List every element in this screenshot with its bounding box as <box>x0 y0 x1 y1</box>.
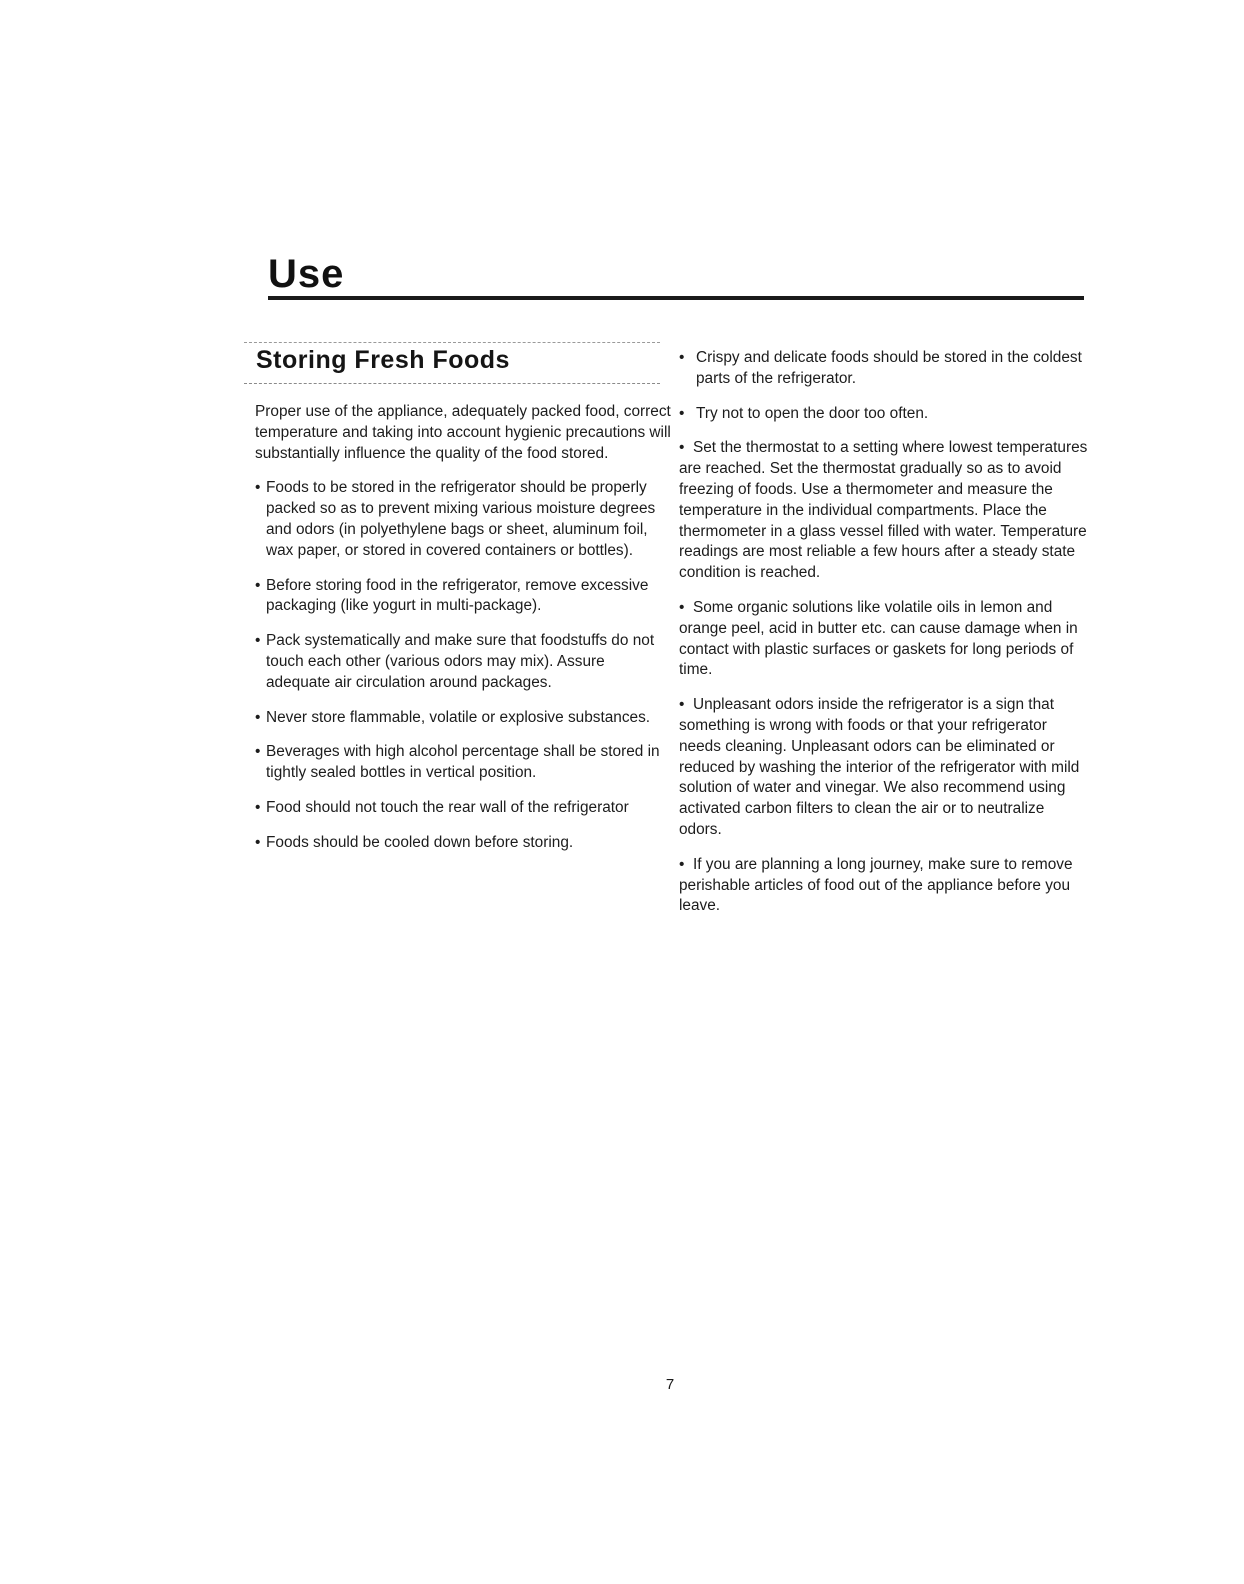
list-item: • Foods should be cooled down before storing. <box>255 833 673 854</box>
left-bullet-list <box>255 478 673 853</box>
section-rule-top <box>244 342 660 343</box>
list-item: • Pack systematically and make sure that foodstuffs do not touch each other (various odors may mix). Assure adequate air circulation around packages. <box>255 631 673 693</box>
right-column <box>679 348 1091 931</box>
list-item: • If you are planning a long journey, make sure to remove perishable articles of food out of the appliance before you leave. <box>679 855 1091 917</box>
list-item: • Never store flammable, volatile or explosive substances. <box>255 708 673 729</box>
right-bullet-list <box>679 348 1091 917</box>
title-rule <box>268 296 1084 300</box>
intro-paragraph: Proper use of the appliance, adequately packed food, correct temperature and taking into account hygienic precautions will substantially influence the quality of the food stored. <box>255 403 671 462</box>
list-item: • Unpleasant odors inside the refrigerator is a sign that something is wrong with foods or that your refrigerator needs cleaning. Unpleasant odors can be eliminated or reduced by washing the interior of the refrigerator with mild solution of water and vinegar. We also recommend using activated carbon filters to clean the air or to neutralize odors. <box>679 695 1091 841</box>
section-rule-bottom <box>244 383 660 384</box>
list-item: • Some organic solutions like volatile oils in lemon and orange peel, acid in butter etc. can cause damage when in contact with plastic surfaces or gaskets for long periods of time. <box>679 598 1091 681</box>
page-number: 7 <box>665 1376 675 1393</box>
list-item: • Try not to open the door too often. <box>679 404 1091 425</box>
section-heading: Storing Fresh Foods <box>256 346 510 374</box>
list-item: • Beverages with high alcohol percentage shall be stored in tightly sealed bottles in vertical position. <box>255 742 673 784</box>
list-item: • Food should not touch the rear wall of the refrigerator <box>255 798 673 819</box>
list-item: • Set the thermostat to a setting where lowest temperatures are reached. Set the thermostat gradually so as to avoid freezing of foods. Use a thermometer and measure the temperature in the individual compartments. Place the thermometer in a glass vessel filled with water. Temperature readings are most reliable a few hours after a steady state condition is reached. <box>679 438 1091 584</box>
left-column <box>255 402 673 868</box>
page-title: Use <box>268 252 345 296</box>
list-item: • Before storing food in the refrigerator, remove excessive packaging (like yogurt in multi-package). <box>255 576 673 618</box>
list-item: • Crispy and delicate foods should be stored in the coldest parts of the refrigerator. <box>679 348 1091 390</box>
list-item: • Foods to be stored in the refrigerator should be properly packed so as to prevent mixing various moisture degrees and odors (in polyethylene bags or sheet, aluminum foil, wax paper, or stored in covered containers or bottles). <box>255 478 673 561</box>
